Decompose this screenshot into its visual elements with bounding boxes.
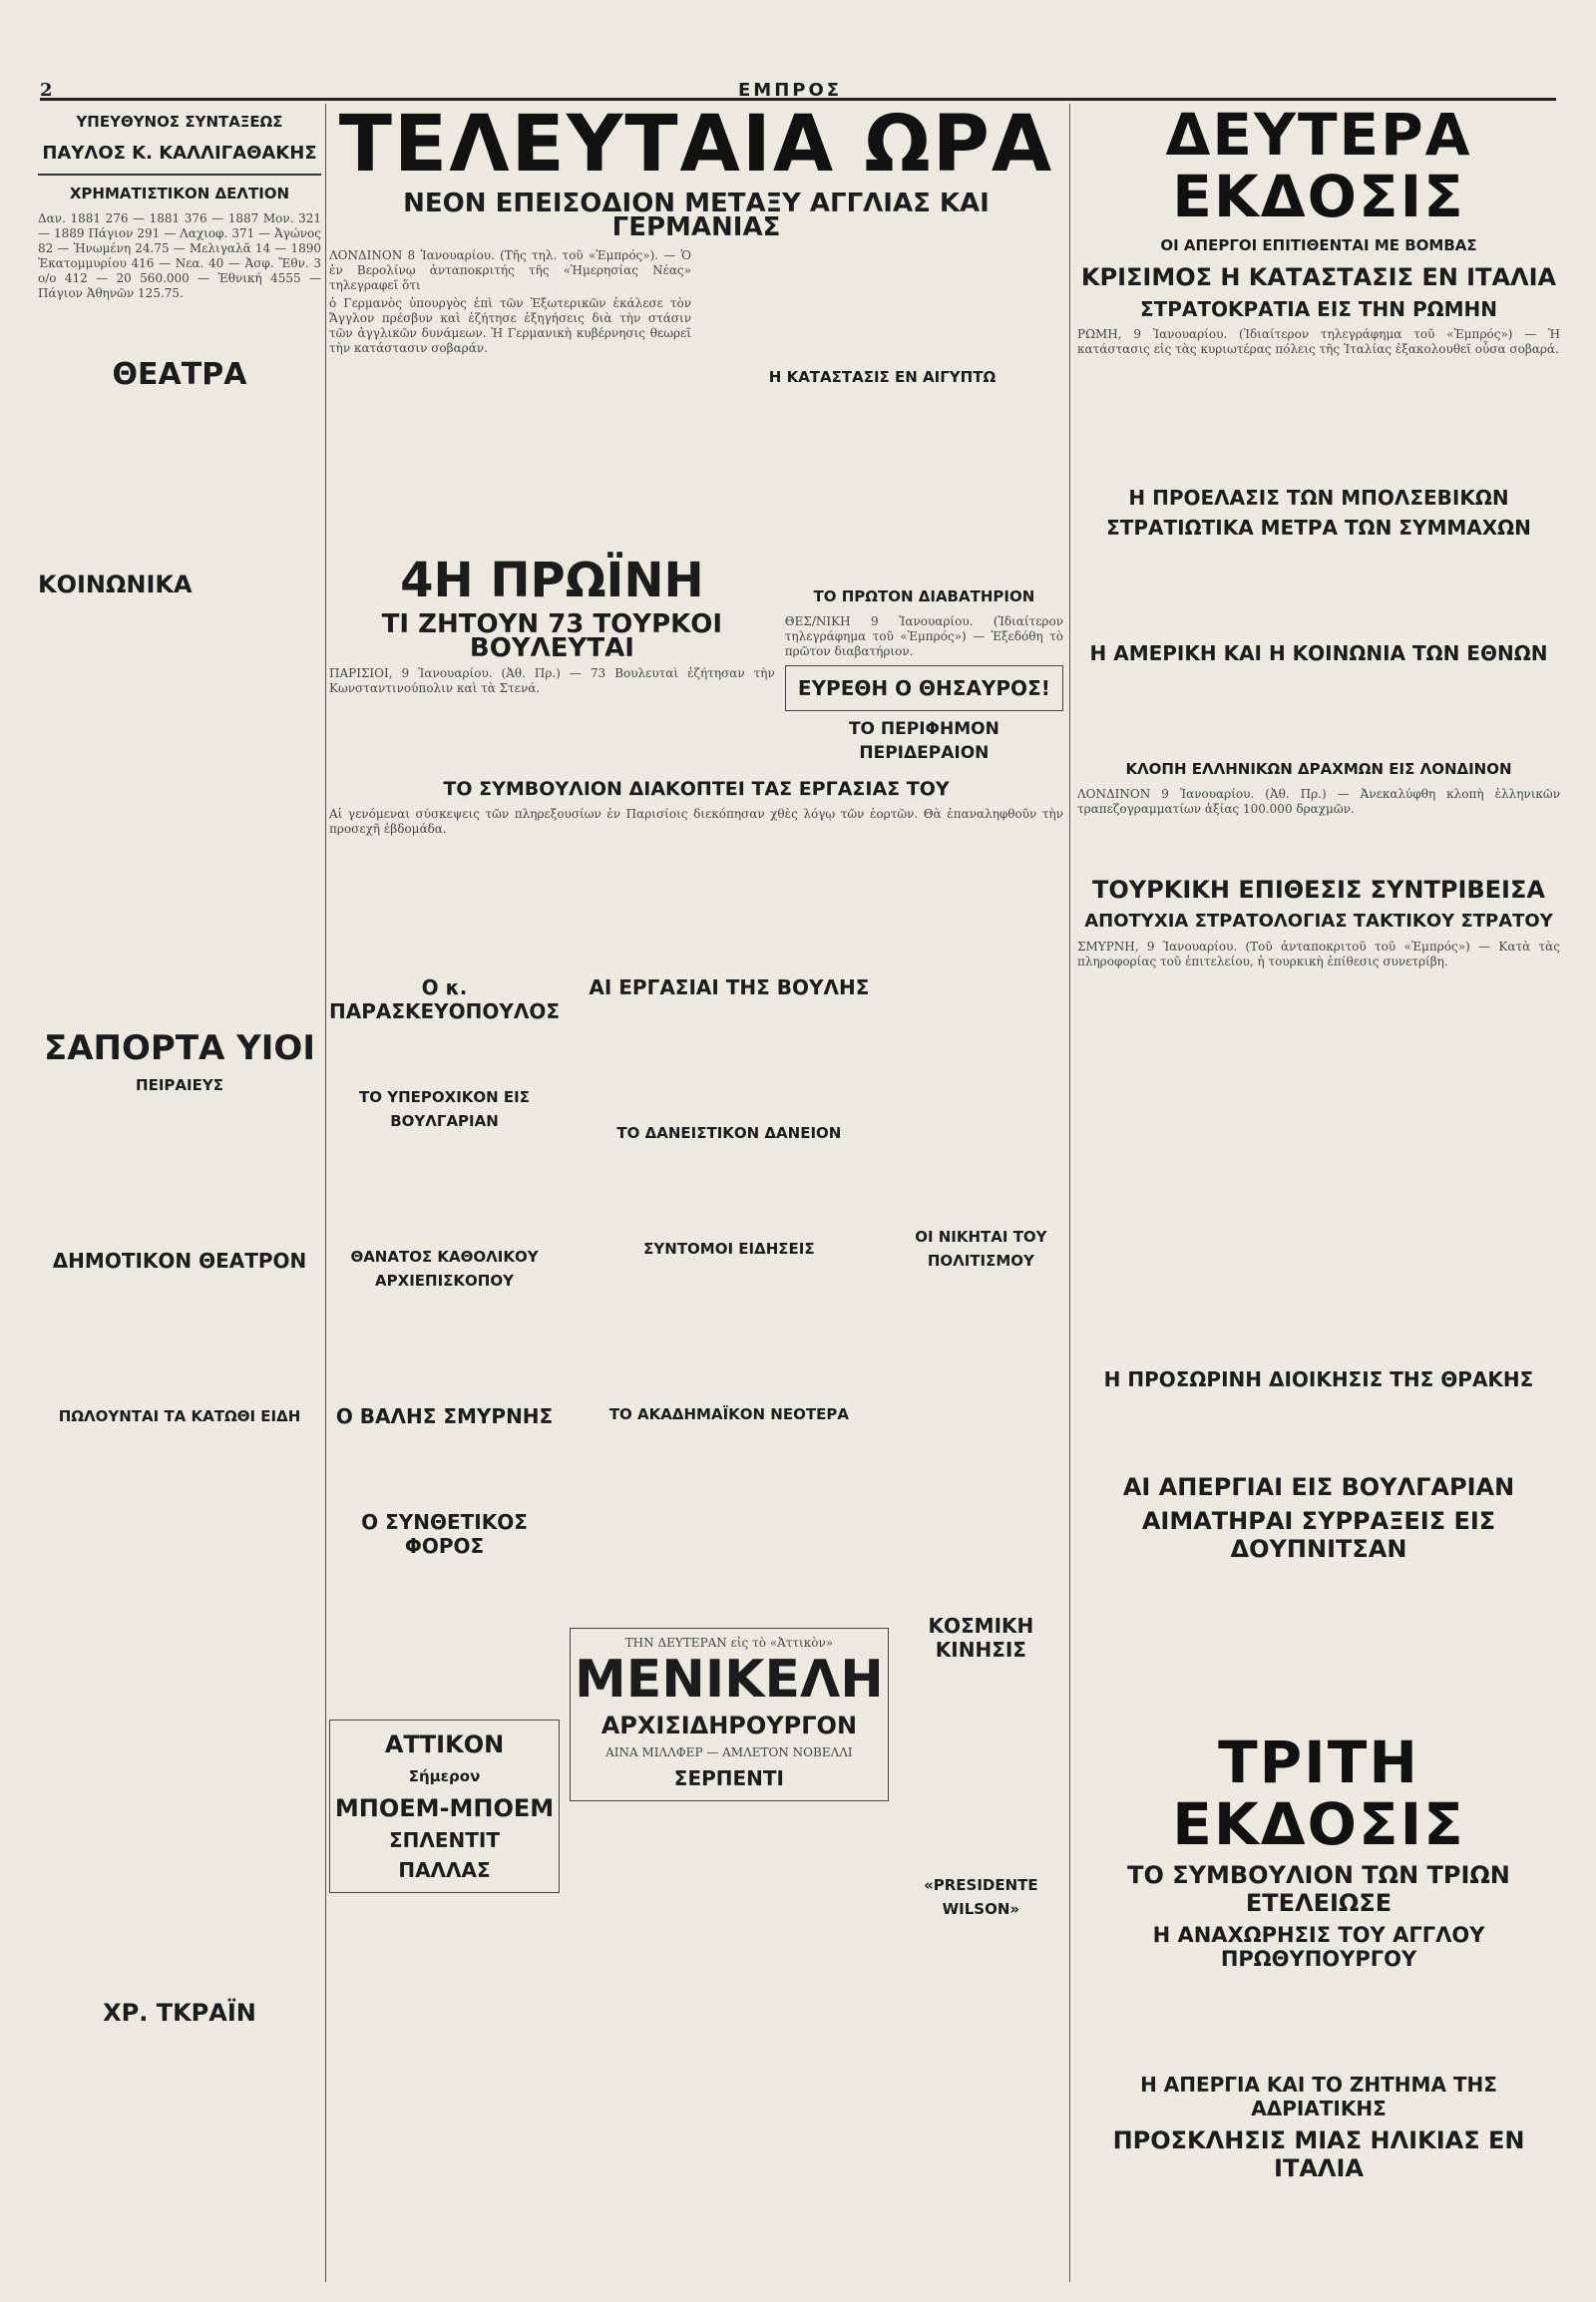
fourth-edition: 4Η ΠΡΩΪΝΗ (400, 553, 704, 608)
ad-attikon-today: Σήμερον (408, 1767, 481, 1785)
ad-attikon-show: ΜΠΟΕΜ-ΜΠΟΕΜ (334, 1794, 555, 1822)
fourth-subhead: ΤΙ ΖΗΤΟΥΝ 73 ΤΟΥΡΚΟΙ ΒΟΥΛΕΥΤΑΙ (381, 609, 723, 663)
center-column (329, 104, 1063, 2282)
drachma-theft: ΚΛΟΠΗ ΕΛΛΗΝΙΚΩΝ ΔΡΑΧΜΩΝ ΕΙΣ ΛΟΝΔΙΝΟΝ (1125, 760, 1512, 778)
loan-heading: ΤΟ ΔΑΝΕΙΣΤΙΚΟΝ ΔΑΝΕΙΟΝ (616, 1124, 842, 1142)
london-text: ΛΟΝΔΙΝΟΝ 9 Ἰανουαρίου. (Ἀθ. Πρ.) — Ἀνεκαλύφθη κλοπὴ ἑλληνικῶν τραπεζογραμματίων ἀξίας 100.000 δραχμῶν. (1077, 787, 1560, 816)
ad-cast: ΑΙΝΑ ΜΙΛΛΦΕΡ — ΑΜΛΕΤΟΝ ΝΟΒΕΛΛΙ (605, 1745, 853, 1759)
synthetic-tax: Ο ΣΥΝΘΕΤΙΚΟΣ ΦΟΡΟΣ (361, 1510, 528, 1558)
first-passport: ΤΟ ΠΡΩΤΟΝ ΔΙΑΒΑΤΗΡΙΟΝ (813, 587, 1035, 605)
lead-text: ὁ Γερμανὸς ὑπουργὸς ἐπὶ τῶν Ἐξωτερικῶν ἐκάλεσε τὸν Ἄγγλον πρέσβυν καὶ ἐζήτησε ἐξηγήσεις διὰ τὴν στάσιν τῶν ἀγγλικῶν δυνάμεων. Ἡ Γερμανικὴ κυβέρνησις θεωρεῖ τὴν κατάστασιν σοβαράν. (329, 296, 691, 355)
paraskevopoulos: Ο κ. ΠΑΡΑΣΚΕΥΟΠΟΥΛΟΣ (329, 975, 561, 1023)
academic-news: ΤΟ ΑΚΑΔΗΜΑΪΚΟΝ ΝΕΟΤΕΡΑ (608, 1405, 849, 1423)
municipal-theatre: ΔΗΜΟΤΙΚΟΝ ΘΕΑΤΡΟΝ (52, 1249, 307, 1273)
smyrna-governor: Ο ΒΑΛΗΣ ΣΜΥΡΝΗΣ (335, 1404, 554, 1428)
ad-sapporta: ΣΑΠΟΡΤΑ ΥΙΟΙ (44, 1028, 315, 1068)
bolshevik-advance: Η ΠΡΟΕΛΑΣΙΣ ΤΩΝ ΜΠΟΛΣΕΒΙΚΩΝ (1128, 486, 1509, 510)
thessaloniki-text: ΘΕΣ/ΝΙΚΗ 9 Ἰανουαρίου. (Ἰδιαίτερον τηλεγράφημα τοῦ «Ἐμπρός») — Ἐξεδόθη τὸ πρῶτον διαβατήριον. (784, 614, 1063, 658)
ad-monday: ΤΗΝ ΔΕΥΤΕΡΑΝ εἰς τὸ «Ἀττικὸν» (624, 1636, 834, 1650)
council-text: Αἱ γενόμεναι σύσκεψεις τῶν πληρεξουσίων ἐν Παρισίοις διεκόπησαν χθὲς λόγῳ τῶν ἑορτῶν. Θὰ ἐπαναληφθοῦν τὴν προσεχῆ ἑβδομάδα. (329, 807, 1063, 836)
ship-president-wilson: «PRESIDENTE WILSON» (924, 1876, 1038, 1918)
left-column (38, 104, 321, 2282)
strikers-bombs: ΟΙ ΑΠΕΡΓΟΙ ΕΠΙΤΙΘΕΝΤΑΙ ΜΕ ΒΟΜΒΑΣ (1160, 236, 1477, 254)
council-heading: ΤΟ ΣΥΜΒΟΥΛΙΟΝ ΔΙΑΚΟΠΤΕΙ ΤΑΣ ΕΡΓΑΣΙΑΣ ΤΟΥ (443, 778, 950, 800)
lead-headline: ΝΕΟΝ ΕΠΕΙΣΟΔΙΟΝ ΜΕΤΑΞΥ ΑΓΓΛΙΑΣ ΚΑΙ ΓΕΡΜΑΝΙΑΣ (403, 189, 990, 242)
treasure-found: ΕΥΡΕΘΗ Ο ΘΗΣΑΥΡΟΣ! (797, 676, 1050, 700)
thrace-admin: Η ΠΡΟΣΩΡΙΝΗ ΔΙΟΙΚΗΣΙΣ ΤΗΣ ΘΡΑΚΗΣ (1103, 1367, 1534, 1391)
bloody-clashes: ΑΙΜΑΤΗΡΑΙ ΣΥΡΡΑΞΕΙΣ ΕΙΣ ΔΟΥΠΝΙΤΣΑΝ (1141, 1507, 1496, 1563)
ad-serpenti: ΣΕΡΠΕΝΤΙ (673, 1766, 784, 1790)
archbishop-death: ΘΑΝΑΤΟΣ ΚΑΘΟΛΙΚΟΥ ΑΡΧΙΕΠΙΣΚΟΠΟΥ (350, 1248, 539, 1290)
editor-label: ΥΠΕΥΘΥΝΟΣ ΣΥΝΤΑΞΕΩΣ (76, 113, 283, 131)
ad-splendid: ΣΠΛΕΝΤΙΤ (389, 1828, 501, 1852)
right-column (1077, 104, 1560, 2282)
ad-attikon: ΑΤΤΙΚΟΝ (384, 1730, 505, 1758)
stock-text: Δαν. 1881 276 — 1881 376 — 1887 Μον. 321 — 1889 Πάγιον 291 — Λαχιοφ. 371 — Ἀγώνος 82 — Ἠνωμένη 24.75 — Μελιγαλᾶ 14 — 1890 Ἐκατομμυρίου 416 — Νεα. 40 — Ἀσφ. Ἔθν. 3 ο/ο 412 — 20 560.000 — Ἐθνική 4555 — Πάγιον Ἀθηνῶν 125.75. (38, 211, 321, 300)
army-rome: ΣΤΡΑΤΟΚΡΑΤΙΑ ΕΙΣ ΤΗΝ ΡΩΜΗΝ (1139, 297, 1498, 321)
rome-text: ΡΩΜΗ, 9 Ἰανουαρίου. (Ἰδιαίτερον τηλεγράφημα τοῦ «Ἐμπρός») — Ἡ κατάστασις εἰς τὰς κυριωτέρας πόλεις τῆς Ἰταλίας ἐξακολουθεῖ οὖσα σοβαρά. (1077, 327, 1560, 356)
column-rule (325, 104, 326, 2282)
ad-archisidirourgon: ΑΡΧΙΣΙΔΗΡΟΥΡΓΟΝ (600, 1712, 858, 1739)
section-social: ΚΟΙΝΩΝΙΚΑ (38, 571, 193, 598)
banner-last-hour: ΤΕΛΕΥΤΑΙΑ ΩΡΑ (338, 104, 1054, 190)
pm-departure: Η ΑΝΑΧΩΡΗΣΙΣ ΤΟΥ ΑΓΓΛΟΥ ΠΡΩΘΥΠΟΥΡΓΟΥ (1152, 1923, 1485, 1971)
bulgaria-strikes: ΑΙ ΑΠΕΡΓΙΑΙ ΕΙΣ ΒΟΥΛΓΑΡΙΑΝ (1122, 1473, 1515, 1501)
famous-necklace: ΤΟ ΠΕΡΙΦΗΜΟΝ ΠΕΡΙΔΕΡΑΙΟΝ (848, 719, 999, 763)
editor-name: ΠΑΥΛΟΣ Κ. ΚΑΛΛΙΓΑΘΑΚΗΣ (42, 143, 317, 164)
turkish-attack: ΤΟΥΡΚΙΚΗ ΕΠΙΘΕΣΙΣ ΣΥΝΤΡΙΒΕΙΣΑ (1092, 876, 1545, 904)
ad-tkrain: ΧΡ. ΤΚΡΑΪΝ (103, 1999, 256, 2027)
banner-second-edition: ΔΕΥΤΕΡΑ ΕΚΔΟΣΙΣ (1165, 104, 1472, 230)
allied-measures: ΣΤΡΑΤΙΩΤΙΚΑ ΜΕΤΡΑ ΤΩΝ ΣΥΜΜΑΧΩΝ (1106, 516, 1531, 540)
page-number: 2 (40, 80, 53, 101)
smyrna-text: ΣΜΥΡΝΗ, 9 Ἰανουαρίου. (Τοῦ ἀνταποκριτοῦ τοῦ «Ἐμπρός») — Κατὰ τὰς πληροφορίας τοῦ ἐπιτελείου, ἡ τουρκικὴ ἐπίθεσις συνετρίβη. (1077, 940, 1560, 968)
banner-third-edition: ΤΡΙΤΗ ΕΚΔΟΣΙΣ (1172, 1728, 1465, 1858)
lead-dateline: ΛΟΝΔΙΝΟΝ 8 Ἰανουαρίου. (Τῆς τηλ. τοῦ «Ἐμπρός»). — Ὁ ἐν Βερολίνῳ ἀνταποκριτής τῆς «Ἡμερησίας Νέας» τηλεγραφεῖ ὅτι (329, 248, 691, 292)
for-sale-heading: ΠΩΛΟΥΝΤΑΙ ΤΑ ΚΑΤΩΘΙ ΕΙΔΗ (58, 1407, 301, 1425)
brief-news: ΣΥΝΤΟΜΟΙ ΕΙΔΗΣΕΙΣ (643, 1240, 815, 1258)
crisis-italy: ΚΡΙΣΙΜΟΣ Η ΚΑΤΑΣΤΑΣΙΣ ΕΝ ΙΤΑΛΙΑ (1080, 263, 1557, 291)
stock-title: ΧΡΗΜΑΤΙΣΤΙΚΟΝ ΔΕΛΤΙΟΝ (69, 185, 290, 202)
paris-dispatch: ΠΑΡΙΣΙΟΙ, 9 Ἰανουαρίου. (Ἀθ. Πρ.) — 73 Βουλευταὶ ἐζήτησαν τὴν Κωνσταντινούπολιν καὶ τὰ Στενά. (329, 666, 775, 695)
call-up-italy: ΠΡΟΣΚΛΗΣΙΣ ΜΙΑΣ ΗΛΙΚΙΑΣ ΕΝ ΙΤΑΛΙΑ (1112, 2126, 1525, 2182)
adriatic-strike: Η ΑΠΕΡΓΙΑ ΚΑΙ ΤΟ ΖΗΤΗΜΑ ΤΗΣ ΑΔΡΙΑΤΙΚΗΣ (1140, 2073, 1497, 2120)
america-league: Η ΑΜΕΡΙΚΗ ΚΑΙ Η ΚΟΙΝΩΝΙΑ ΤΩΝ ΕΘΝΩΝ (1089, 641, 1548, 665)
council-three: ΤΟ ΣΥΜΒΟΥΛΙΟΝ ΤΩΝ ΤΡΙΩΝ ΕΤΕΛΕΙΩΣΕ (1127, 1861, 1510, 1917)
civilization-victors: ΟΙ ΝΙΚΗΤΑΙ ΤΟΥ ΠΟΛΙΤΙΣΜΟΥ (915, 1228, 1047, 1270)
ad-pallas: ΠΑΛΛΑΣ (398, 1858, 491, 1882)
social-movement: ΚΟΣΜΙΚΗ ΚΙΝΗΣΙΣ (928, 1614, 1034, 1662)
column-rule (1069, 104, 1070, 2282)
paper-name: ΕΜΠΡΟΣ (738, 80, 843, 101)
turkish-subhead: ΑΠΟΤΥΧΙΑ ΣΤΡΑΤΟΛΟΓΙΑΣ ΤΑΚΤΙΚΟΥ ΣΤΡΑΤΟΥ (1084, 911, 1553, 932)
bulgaria-heading: ΤΟ ΥΠΕΡΟΧΙΚΟΝ ΕΙΣ ΒΟΥΛΓΑΡΙΑΝ (359, 1088, 530, 1130)
ad-sapporta-sub: ΠΕΙΡΑΙΕΥΣ (136, 1076, 223, 1094)
parliament-work: ΑΙ ΕΡΓΑΣΙΑΙ ΤΗΣ ΒΟΥΛΗΣ (589, 975, 870, 999)
masthead (40, 80, 1556, 101)
egypt-heading: Η ΚΑΤΑΣΤΑΣΙΣ ΕΝ ΑΙΓΥΠΤΩ (768, 368, 997, 386)
section-theatres: ΘΕΑΤΡΑ (112, 357, 247, 392)
ad-menikeli: ΜΕΝΙΚΕΛΗ (575, 1650, 884, 1710)
